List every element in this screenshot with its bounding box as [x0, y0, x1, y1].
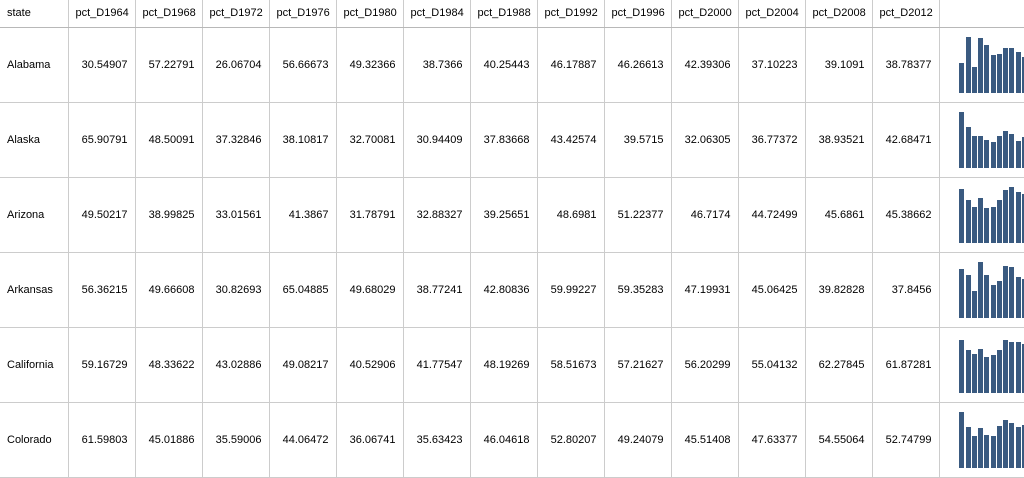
cell-value: 38.99825: [135, 178, 202, 253]
cell-value: 44.06472: [269, 403, 336, 478]
cell-value: 54.55064: [805, 403, 872, 478]
cell-value: 38.10817: [269, 103, 336, 178]
column-header-pct-d1968[interactable]: pct_D1968: [135, 0, 202, 28]
sparkline-cell: [939, 28, 1024, 103]
cell-value: 45.38662: [872, 178, 939, 253]
cell-value: 46.04618: [470, 403, 537, 478]
cell-value: 48.33622: [135, 328, 202, 403]
sparkline-chart: [959, 337, 1024, 393]
cell-value: 52.74799: [872, 403, 939, 478]
cell-value: 42.39306: [671, 28, 738, 103]
sparkline-cell: [939, 328, 1024, 403]
cell-state: Colorado: [0, 403, 68, 478]
cell-value: 39.1091: [805, 28, 872, 103]
cell-value: 45.51408: [671, 403, 738, 478]
cell-value: 49.50217: [68, 178, 135, 253]
cell-state: Alaska: [0, 103, 68, 178]
cell-value: 52.80207: [537, 403, 604, 478]
cell-value: 49.66608: [135, 253, 202, 328]
cell-value: 55.04132: [738, 328, 805, 403]
table-row: [0, 403, 1024, 478]
sparkline-cell: [939, 253, 1024, 328]
cell-value: 44.72499: [738, 178, 805, 253]
cell-value: 43.02886: [202, 328, 269, 403]
cell-value: 46.7174: [671, 178, 738, 253]
cell-value: 37.8456: [872, 253, 939, 328]
cell-value: 48.19269: [470, 328, 537, 403]
cell-value: 47.63377: [738, 403, 805, 478]
column-header-pct-d1996[interactable]: pct_D1996: [604, 0, 671, 28]
sparkline-chart: [959, 112, 1024, 168]
cell-value: 38.7366: [403, 28, 470, 103]
column-header-sparkline[interactable]: [939, 0, 1024, 28]
cell-value: 48.50091: [135, 103, 202, 178]
cell-state: California: [0, 328, 68, 403]
cell-value: 45.6861: [805, 178, 872, 253]
table-row: [0, 103, 1024, 178]
sparkline-chart: [959, 262, 1024, 318]
cell-value: 41.77547: [403, 328, 470, 403]
sparkline-chart: [959, 187, 1024, 243]
cell-state: Alabama: [0, 28, 68, 103]
cell-value: 58.51673: [537, 328, 604, 403]
cell-value: 40.52906: [336, 328, 403, 403]
cell-value: 32.70081: [336, 103, 403, 178]
cell-value: 48.6981: [537, 178, 604, 253]
cell-value: 31.78791: [336, 178, 403, 253]
column-header-pct-d1976[interactable]: pct_D1976: [269, 0, 336, 28]
cell-value: 46.17887: [537, 28, 604, 103]
column-header-pct-d2012[interactable]: pct_D2012: [872, 0, 939, 28]
header-row: [0, 0, 1024, 28]
cell-value: 33.01561: [202, 178, 269, 253]
sparkline-cell: [939, 103, 1024, 178]
table-row: [0, 178, 1024, 253]
cell-value: 35.59006: [202, 403, 269, 478]
cell-value: 65.90791: [68, 103, 135, 178]
cell-value: 37.32846: [202, 103, 269, 178]
sparkline-cell: [939, 403, 1024, 478]
cell-value: 47.19931: [671, 253, 738, 328]
cell-value: 59.35283: [604, 253, 671, 328]
cell-value: 40.25443: [470, 28, 537, 103]
cell-value: 37.83668: [470, 103, 537, 178]
cell-value: 45.06425: [738, 253, 805, 328]
cell-value: 61.87281: [872, 328, 939, 403]
cell-value: 61.59803: [68, 403, 135, 478]
cell-value: 42.68471: [872, 103, 939, 178]
cell-value: 38.93521: [805, 103, 872, 178]
cell-value: 35.63423: [403, 403, 470, 478]
column-header-pct-d1992[interactable]: pct_D1992: [537, 0, 604, 28]
column-header-state[interactable]: state: [0, 0, 68, 28]
cell-value: 39.5715: [604, 103, 671, 178]
sparkline-cell: [939, 178, 1024, 253]
table-row: [0, 28, 1024, 103]
table-header: [0, 0, 1024, 28]
sparkline-chart: [959, 37, 1024, 93]
cell-value: 65.04885: [269, 253, 336, 328]
cell-value: 62.27845: [805, 328, 872, 403]
cell-value: 49.32366: [336, 28, 403, 103]
cell-value: 30.94409: [403, 103, 470, 178]
cell-value: 56.66673: [269, 28, 336, 103]
cell-value: 36.77372: [738, 103, 805, 178]
cell-value: 38.78377: [872, 28, 939, 103]
column-header-pct-d1972[interactable]: pct_D1972: [202, 0, 269, 28]
sparkline-chart: [959, 412, 1024, 468]
column-header-pct-d1964[interactable]: pct_D1964: [68, 0, 135, 28]
cell-value: 49.68029: [336, 253, 403, 328]
cell-value: 26.06704: [202, 28, 269, 103]
cell-state: Arkansas: [0, 253, 68, 328]
cell-value: 43.42574: [537, 103, 604, 178]
cell-value: 39.82828: [805, 253, 872, 328]
cell-value: 38.77241: [403, 253, 470, 328]
cell-value: 45.01886: [135, 403, 202, 478]
cell-value: 36.06741: [336, 403, 403, 478]
cell-value: 59.99227: [537, 253, 604, 328]
column-header-pct-d1984[interactable]: pct_D1984: [403, 0, 470, 28]
column-header-pct-d2000[interactable]: pct_D2000: [671, 0, 738, 28]
column-header-pct-d2004[interactable]: pct_D2004: [738, 0, 805, 28]
cell-value: 56.36215: [68, 253, 135, 328]
cell-value: 46.26613: [604, 28, 671, 103]
cell-value: 39.25651: [470, 178, 537, 253]
table-body: [0, 28, 1024, 478]
table-row: [0, 253, 1024, 328]
column-header-pct-d2008[interactable]: pct_D2008: [805, 0, 872, 28]
cell-value: 57.21627: [604, 328, 671, 403]
cell-value: 30.54907: [68, 28, 135, 103]
table-row: [0, 328, 1024, 403]
cell-value: 32.06305: [671, 103, 738, 178]
cell-state: Arizona: [0, 178, 68, 253]
cell-value: 49.24079: [604, 403, 671, 478]
cell-value: 41.3867: [269, 178, 336, 253]
cell-value: 37.10223: [738, 28, 805, 103]
column-header-pct-d1988[interactable]: pct_D1988: [470, 0, 537, 28]
cell-value: 59.16729: [68, 328, 135, 403]
cell-value: 51.22377: [604, 178, 671, 253]
cell-value: 49.08217: [269, 328, 336, 403]
cell-value: 30.82693: [202, 253, 269, 328]
cell-value: 57.22791: [135, 28, 202, 103]
cell-value: 56.20299: [671, 328, 738, 403]
cell-value: 32.88327: [403, 178, 470, 253]
column-header-pct-d1980[interactable]: pct_D1980: [336, 0, 403, 28]
cell-value: 42.80836: [470, 253, 537, 328]
